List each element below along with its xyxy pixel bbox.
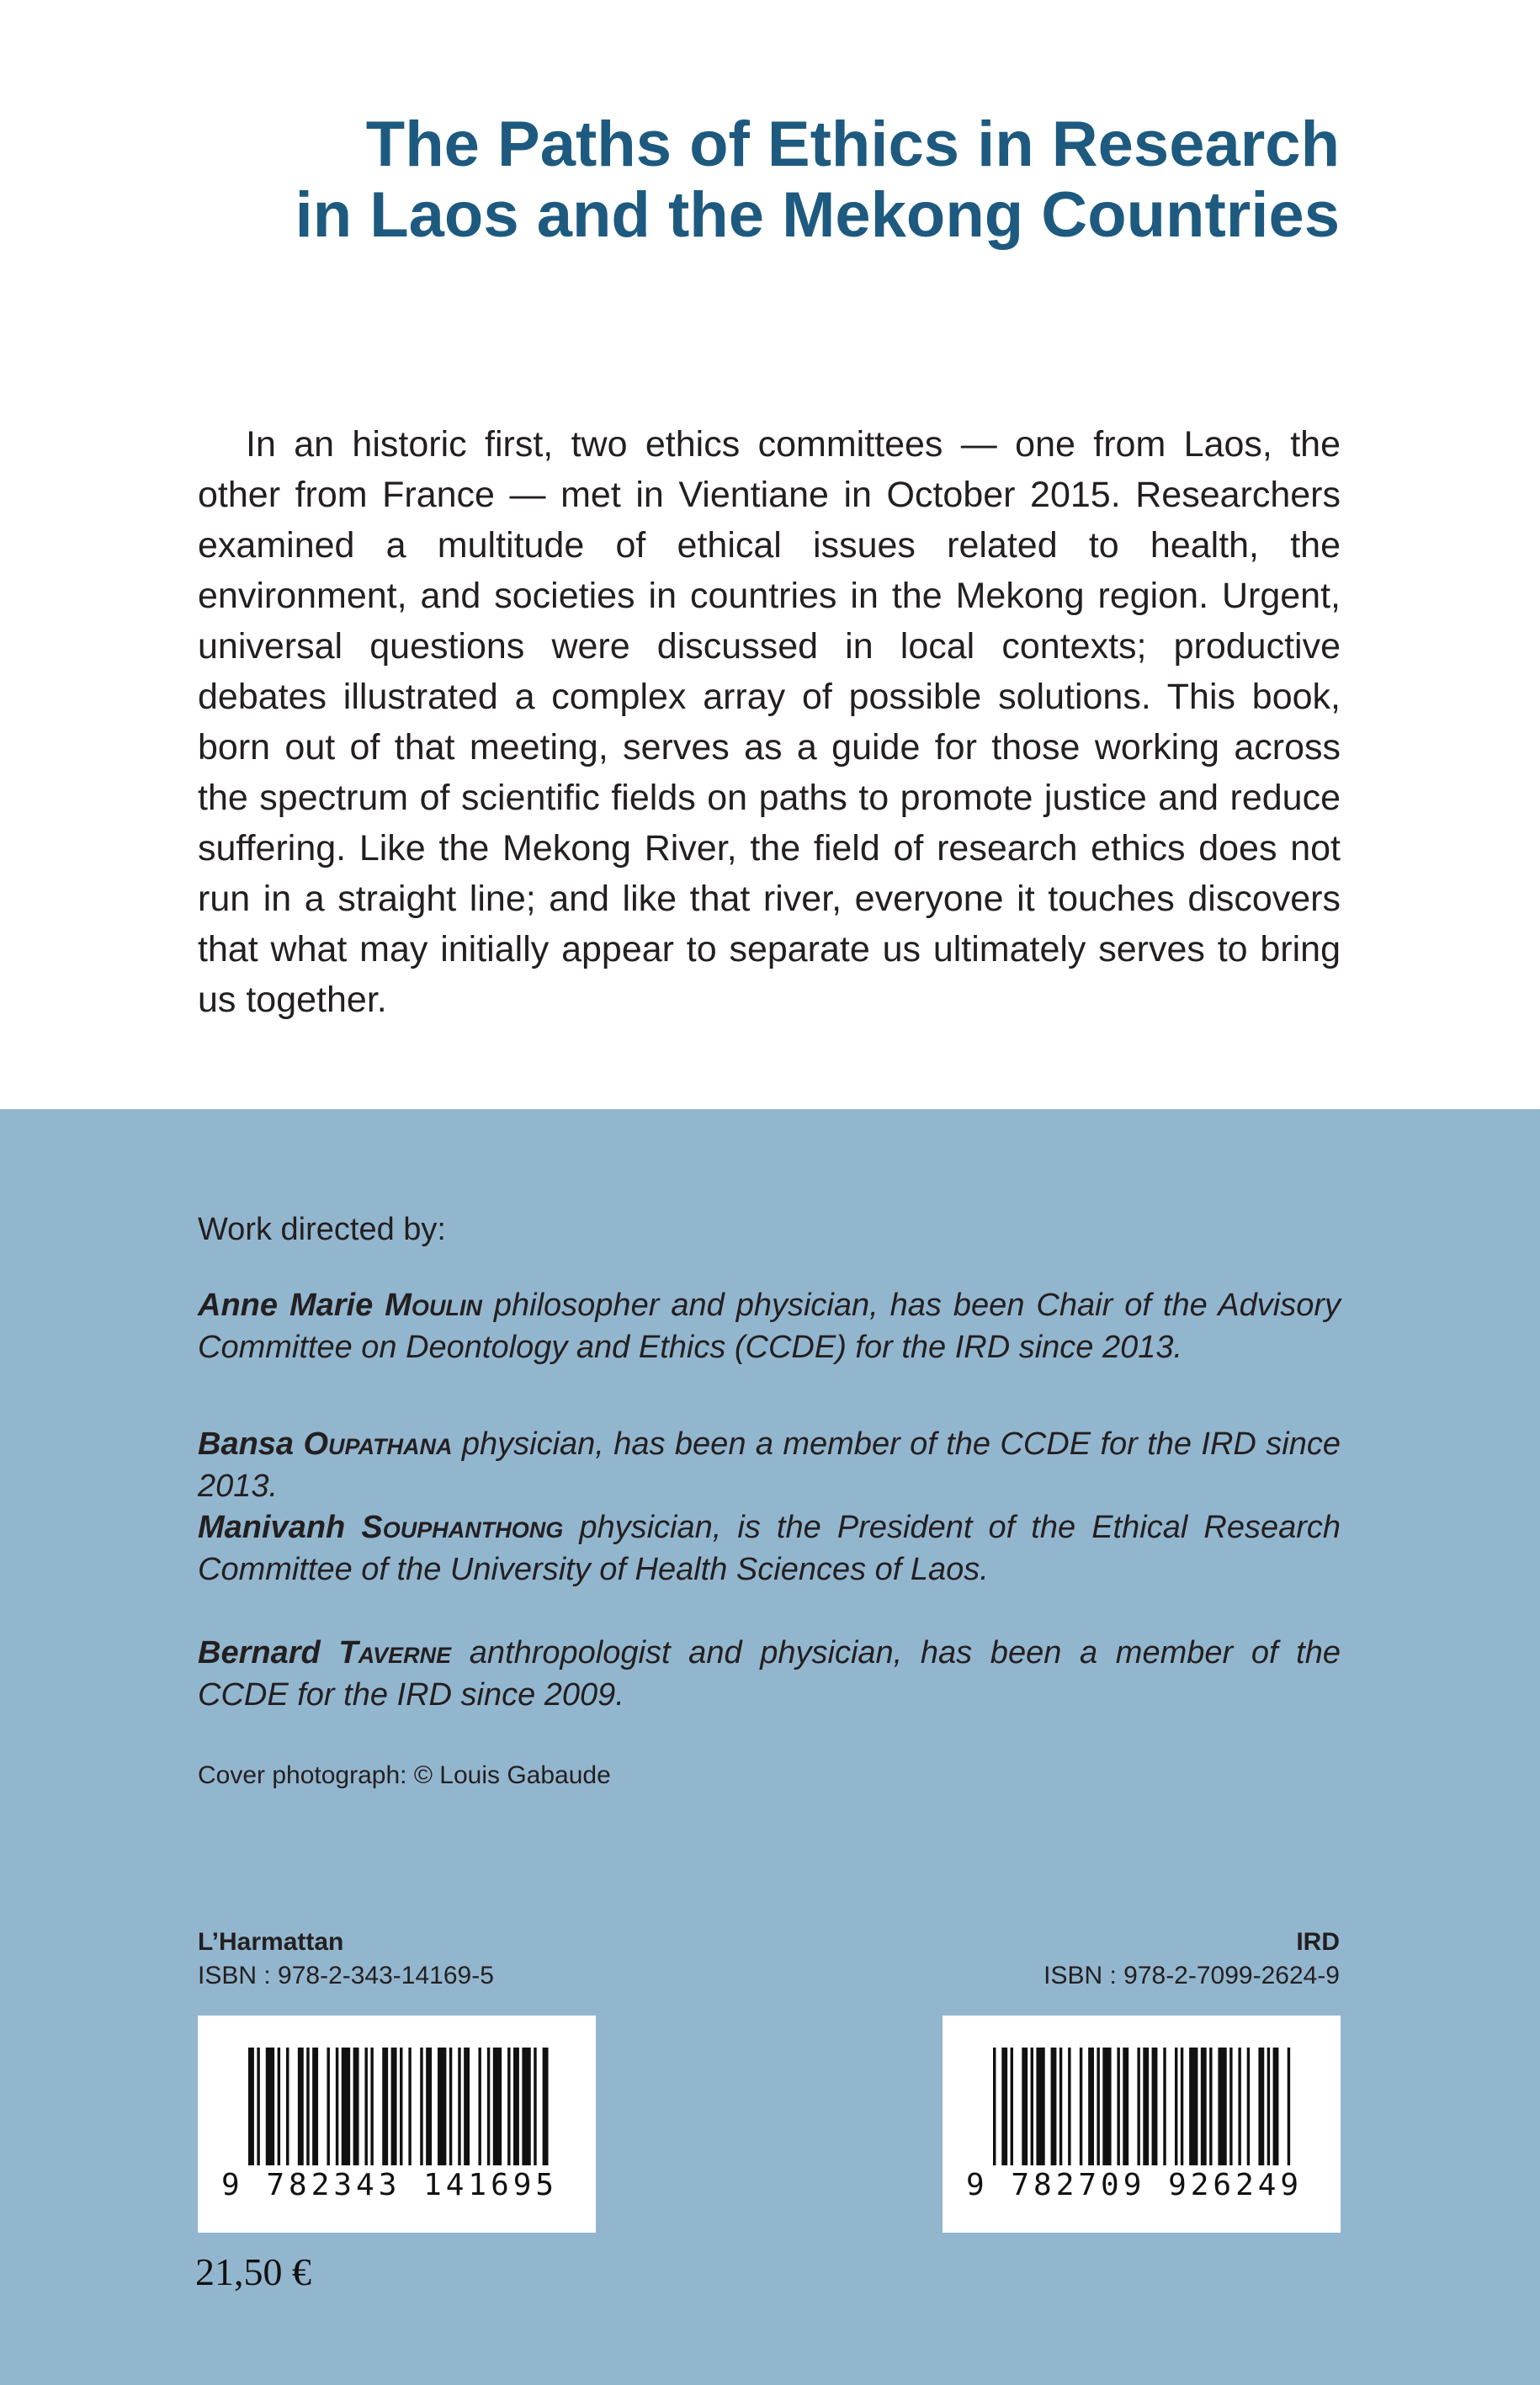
book-description: In an historic first, two ethics committees — one from Laos, the other from France — met in Vientiane in October 2015. Researchers examined a multitude of ethical issues related to health, the environment, and societies in countries in the Mekong region. Urgent, universal questions were discussed in local contexts; productive debates illustrated a complex array of possible solutions. This book, born out of that meeting, serves as a guide for those working across the spectrum of scientific fields on paths to promote justice and reduce suffering. Like the Mekong River, the field of research ethics does not run in a straight line; and like that river, everyone it touches discovers that what may initially appear to separate us ultimately serves to bring us together.	[198, 424, 1341, 1020]
barcode-bar	[513, 2048, 519, 2165]
author-bio	[198, 1423, 1341, 1507]
author-last-name: Oupathana	[303, 1426, 453, 1462]
barcode-bar	[1209, 2048, 1212, 2165]
barcode-bar	[458, 2048, 460, 2165]
barcode-bar	[1001, 2048, 1007, 2165]
barcode-bar	[1036, 2048, 1044, 2165]
barcode-bar	[278, 2048, 280, 2165]
barcode-bar	[1273, 2048, 1279, 2165]
barcode-bar	[1031, 2048, 1033, 2165]
author-description: physician, is the President of the Ethical Research Committee of the University of Health Sciences of Laos.	[198, 1510, 1341, 1587]
barcode-bar	[1059, 2048, 1062, 2165]
barcode-bar	[1143, 2048, 1149, 2165]
author-bio	[198, 1506, 1341, 1591]
barcode-bar	[248, 2048, 254, 2165]
author-last-name: Moulin	[385, 1288, 482, 1323]
barcode-bar	[1097, 2048, 1099, 2165]
price: 21,50 €	[195, 2250, 311, 2293]
author-first-name: Manivanh	[198, 1510, 346, 1545]
author-first-name: Bernard	[198, 1635, 321, 1671]
author-bio	[198, 1632, 1341, 1716]
title-line-2: in Laos and the Mekong Countries	[295, 179, 1340, 251]
barcode-bar	[298, 2048, 304, 2165]
barcode-bar	[306, 2048, 309, 2165]
barcode-bar	[1175, 2048, 1177, 2165]
barcode-right	[943, 2016, 1341, 2233]
barcode-bar	[478, 2048, 481, 2165]
barcode-bars	[993, 2048, 1296, 2165]
barcode-bar	[522, 2048, 530, 2165]
barcode-bar	[1068, 2048, 1070, 2165]
barcode-bar	[336, 2048, 338, 2165]
author-description: philosopher and physician, has been Chair of the Advisory Committee on Deontology and Ethics (CCDE) for the IRD since 2013.	[198, 1288, 1341, 1365]
barcode-bar	[1051, 2048, 1057, 2165]
barcode-bar	[327, 2048, 329, 2165]
work-directed-by-label: Work directed by:	[198, 1212, 446, 1247]
barcode-bar	[286, 2048, 289, 2165]
barcode-bar	[507, 2048, 510, 2165]
author-first-name: Bansa	[198, 1426, 295, 1462]
barcode-bar	[1247, 2048, 1250, 2165]
author-bio	[198, 1284, 1341, 1368]
barcode-bar	[353, 2048, 359, 2165]
barcode-bar	[438, 2048, 446, 2165]
barcode-bar	[1137, 2048, 1139, 2165]
barcode-left	[198, 2016, 596, 2233]
barcode-bar	[400, 2048, 402, 2165]
author-last-name: Taverne	[338, 1635, 452, 1671]
barcode-bar	[1102, 2048, 1111, 2165]
barcode-bar	[408, 2048, 411, 2165]
barcode-bar	[1218, 2048, 1226, 2165]
author-description: anthropologist and physician, has been a member of the CCDE for the IRD since 2009.	[198, 1635, 1341, 1713]
publisher-left	[198, 1926, 494, 1993]
author-last-name: Souphanthong	[361, 1510, 564, 1545]
barcode-bar	[370, 2048, 373, 2165]
publisher-right	[1043, 1926, 1340, 1993]
publisher-name: IRD	[1296, 1928, 1340, 1956]
author-first-name: Anne Marie	[198, 1288, 374, 1323]
barcode-bar	[1123, 2048, 1128, 2165]
barcode-bar	[1011, 2048, 1013, 2165]
author-description: physician, has been a member of the CCDE for the IRD since 2013.	[198, 1426, 1341, 1504]
barcode-bar	[534, 2048, 536, 2165]
publisher-name: L’Harmattan	[198, 1928, 344, 1956]
barcode-bar	[1022, 2048, 1028, 2165]
barcode-number: 9 782343 141695	[221, 2168, 559, 2202]
barcode-bar	[1152, 2048, 1158, 2165]
barcode-bar	[1258, 2048, 1264, 2165]
barcode-bar	[464, 2048, 470, 2165]
barcode-bar	[312, 2048, 318, 2165]
barcode-bar	[426, 2048, 432, 2165]
book-title	[162, 109, 1340, 251]
isbn-text: ISBN : 978-2-7099-2624-9	[1043, 1962, 1340, 1989]
barcode-bars	[248, 2048, 551, 2165]
barcode-bar	[1201, 2048, 1207, 2165]
barcode-bar	[391, 2048, 397, 2165]
isbn-text: ISBN : 978-2-343-14169-5	[198, 1962, 494, 1989]
barcode-bar	[342, 2048, 350, 2165]
title-line-1: The Paths of Ethics in Research	[365, 109, 1340, 180]
barcode-bar	[266, 2048, 274, 2165]
barcode-bar	[1267, 2048, 1270, 2165]
barcode-bar	[364, 2048, 367, 2165]
barcode-bar	[1189, 2048, 1197, 2165]
barcode-bar	[1288, 2048, 1290, 2165]
cover-photo-credit: Cover photograph: © Louis Gabaude	[198, 1761, 611, 1789]
barcode-bar	[993, 2048, 996, 2165]
barcode-number: 9 782709 926249	[966, 2168, 1304, 2202]
barcode-bar	[382, 2048, 388, 2165]
barcode-bar	[449, 2048, 452, 2165]
barcode-bar	[1181, 2048, 1183, 2165]
barcode-bar	[1088, 2048, 1094, 2165]
barcode-bar	[420, 2048, 422, 2165]
barcode-bar	[493, 2048, 502, 2165]
barcode-bar	[1238, 2048, 1240, 2165]
barcode-bar	[1163, 2048, 1166, 2165]
barcode-bar	[257, 2048, 259, 2165]
barcode-bar	[1080, 2048, 1082, 2165]
barcode-bar	[543, 2048, 549, 2165]
barcode-bar	[1117, 2048, 1119, 2165]
barcode-bar	[487, 2048, 490, 2165]
barcode-bar	[1229, 2048, 1232, 2165]
